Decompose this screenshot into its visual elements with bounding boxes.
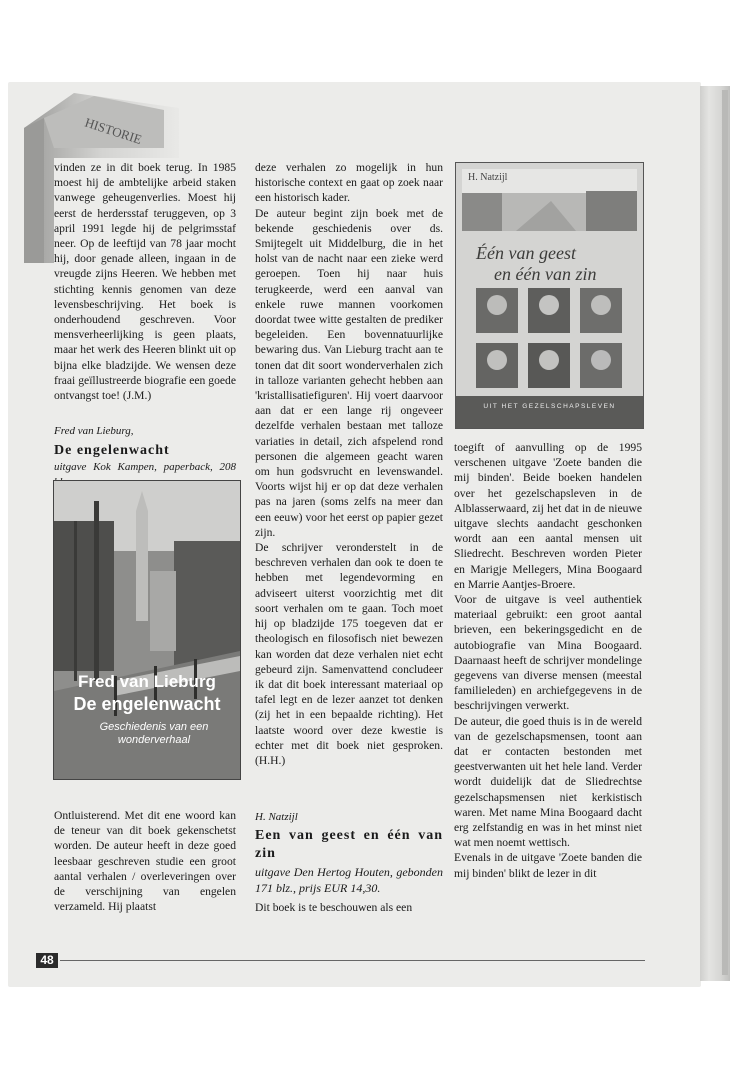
col3-paragraph-4: Evenals in de uitgave 'Zoete banden die mij binden' blikt de lezer in dit [454,851,642,880]
intro-paragraph: vinden ze in dit boek terug. In 1985 moest hij de ambtelijke arbeid staken vanwege geheugenverlies. Moest hij eerst de herdersstaf teruggeven, op 3 april 1991 legde hij de pelgrimsstaf neer. Op de leeftijd van 78 jaar mocht hij, door genade alleen, ingaan in de vreugde zijns Heeren. We hebben met stichting kennis genomen van deze levensbeschrijving. Het boek is onderhoudend geschreven. Voor mensverheerlijking is geen plaats, maar het werk des Heeren blinkt uit op bijna elke bladzijde. We wensen deze fraai geïllustreerde biografie een goede ontvangst toe! (J.M.) [54,161,236,403]
column-3 [454,440,642,881]
review-header-2 [255,810,443,915]
page-number: 48 [36,953,58,968]
col2-paragraph-1: deze verhalen zo mogelijk in hun historische context en gaat op zoek naar een historisch kader. [255,161,443,205]
review-2-author: H. Natzijl [255,811,298,823]
col2-paragraph-4: Dit boek is te beschouwen als een [255,901,413,915]
cover-2-author: H. Natzijl [468,172,508,183]
col3-paragraph-3: De auteur, die goed thuis is in de wereld van de gezelschapsmensen, toont aan dat er contacten bestonden met geestverwanten uit het hele land. Verder wordt duidelijk dat de Sliedrechtse gezelschapsmensen niet kerkistisch waren. Met name Mina Boogaard dacht erg zelfstandig en was in het minst niet wat men noemt wettisch. [454,714,642,850]
col3-paragraph-1: toegift of aanvulling op de 1995 verschenen uitgave 'Zoete banden die mij binden'. Beide boeken handelen over het gezelschapsleven in de Alblasserwaard, zij het dat in de nieuwe uitgave slechts aandacht geschonken wordt aan een aantal mensen uit Sliedrecht. Beschreven worden Pieter en Marigje Mellegers, Mina Boogaard en Marrie Aantjes-Broere. [454,441,642,591]
column-1-body [54,808,236,914]
review-2-title: Een van geest en één van zin [255,828,443,862]
magazine-spine-edge [722,90,728,975]
cover-2-title-1: Één van geest [476,243,576,263]
cover-title: De engelenwacht [73,694,221,714]
review-publisher: uitgave Kok Kampen, paperback, 208 [54,461,236,474]
review-author: Fred van Lieburg, [54,425,134,437]
column-2 [255,160,443,768]
cover-author: Fred van Lieburg [78,672,216,691]
review-title: De engelenwacht [54,443,170,459]
cover-subtitle-2: wonderverhaal [117,734,191,746]
review-1-body: Ontluisterend. Met dit ene woord kan de teneur van dit boek gekenschetst worden. De auteur heeft in deze goed leesbaar geschreven studie een groot aantal verhalen / overleveringen over de verschijning van engelen verzameld. Hij plaatst [54,809,236,914]
col2-paragraph-2: De auteur begint zijn boek met de bekende geschiedenis over ds. Smijtegelt uit Middelburg, die in het holst van de nacht naar een zieke werd geroepen. Toen hij naar huis terugkeerde, werd een aanval van enkele ruwe mannen voorkomen doordat twee witte gestalten de prediker begeleiden. Een bovennatuurlijke bewaring dus. Van Lieburg tracht aan te tonen dat dit soort wonderverhalen zich in talloze varianten gehecht hebben aan 'kristallisatiefiguren'. Hij voert daarvoor aan dat er een lange rij ongeveer dezelfde verhalen bestaan met talloze variaties in detail, zich afspelend rond personen die algemeen geacht waren om hun godsvrucht en levenswandel. Voorts wijst hij er op dat deze verhalen pas na jaren (soms zelfs na meer dan een eeuw) voor het eerst op papier gezet zijn. [255,206,443,539]
review-2-publisher: uitgave Den Hertog Houten, gebonden 171 blz., prijs EUR 14,30. [255,865,443,896]
cover-subtitle-1: Geschiedenis van een [99,721,209,733]
cover-2-title-2: en één van zin [494,264,597,284]
footer-rule [60,960,645,961]
book-spine-label: HISTORIE [83,114,144,148]
col2-paragraph-3: De schrijver veronderstelt in de beschreven verhalen dan ook te doen te hebben met legendevorming en adviseert uiterst voorzichtig met dit soort verhalen om te gaan. Toch moet hij op bladzijde 175 toegeven dat er theologisch en filosofisch niet bewezen kan worden dat deze verhalen niet echt gebeurd zijn. Samenvattend concludeer ik dat dit boek interessant materiaal op tafel legt en de lezer aanzet tot denken (zij het in een bepaalde richting). Het laatste woord over deze kwestie is echter met dit boek niet gesproken. (H.H.) [255,541,443,767]
book-cover-engelenwacht [53,480,241,780]
column-1-intro [54,160,236,403]
cover-2-series: UIT HET GEZELSCHAPSLEVEN [483,403,616,410]
col3-paragraph-2: Voor de uitgave is veel authentiek materiaal gebruikt: een groot aantal brieven, een bekeringsgedicht en de autobiografie van Mina Boogaard. Daarnaast heeft de schrijver mondelinge gegevens van diverse mensen (meestal familieleden) en archiefgegevens in de beschrijvingen verwerkt. [454,593,642,713]
book-cover-een-van-geest [455,162,644,429]
